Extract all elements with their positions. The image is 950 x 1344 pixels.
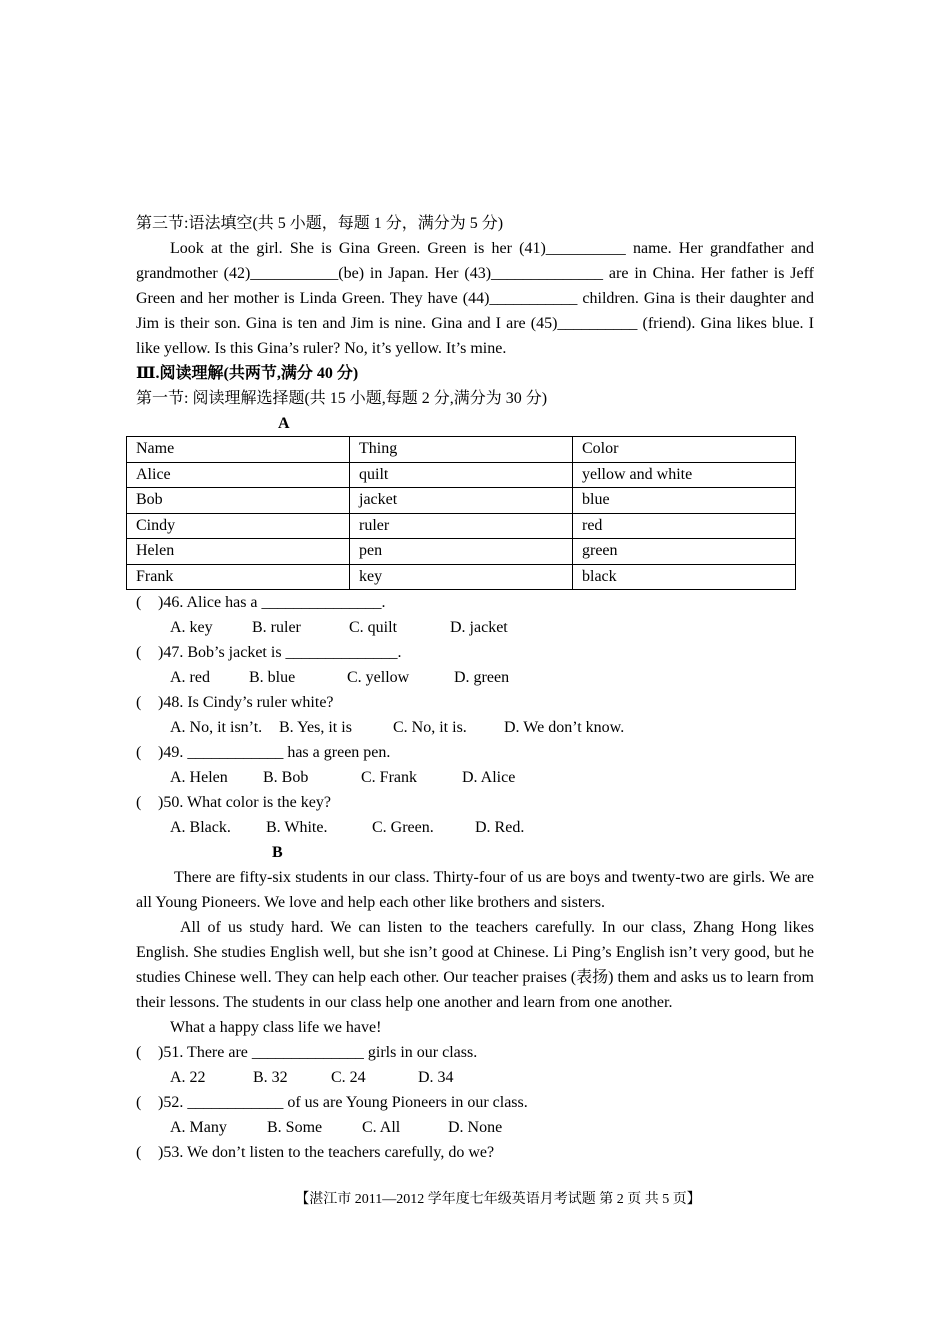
option-c: C. quilt bbox=[349, 619, 398, 636]
answer-paren[interactable]: ( bbox=[136, 694, 142, 711]
exam-page bbox=[136, 211, 814, 1165]
table-cell: Helen bbox=[127, 539, 350, 565]
question-52 bbox=[136, 1090, 814, 1115]
question-51-options bbox=[136, 1065, 814, 1090]
option-d: D. Alice bbox=[462, 769, 516, 786]
question-49 bbox=[136, 740, 814, 765]
table-cell: green bbox=[573, 539, 796, 565]
option-a: A. Helen bbox=[170, 769, 228, 786]
question-stem: )53. We don’t listen to the teachers carefully, do we? bbox=[158, 1144, 495, 1161]
table-cell: Alice bbox=[127, 462, 350, 488]
question-53 bbox=[136, 1140, 814, 1165]
answer-paren[interactable]: ( bbox=[136, 1044, 142, 1061]
option-a: A. Black. bbox=[170, 819, 231, 836]
option-d: D. Red. bbox=[475, 819, 525, 836]
option-b: B. Some bbox=[267, 1119, 323, 1136]
option-b: B. ruler bbox=[252, 619, 301, 636]
option-a: A. red bbox=[170, 669, 210, 686]
question-52-options bbox=[136, 1115, 814, 1140]
question-stem: )49. ____________ has a green pen. bbox=[158, 744, 391, 761]
option-d: D. None bbox=[448, 1119, 503, 1136]
option-d: D. We don’t know. bbox=[504, 719, 625, 736]
table-header-cell: Color bbox=[573, 437, 796, 463]
option-b: B. White. bbox=[266, 819, 328, 836]
question-46-options bbox=[136, 615, 814, 640]
answer-paren[interactable]: ( bbox=[136, 1094, 142, 1111]
option-c: C. Green. bbox=[372, 819, 434, 836]
question-49-options bbox=[136, 765, 814, 790]
question-stem: )51. There are ______________ girls in our class. bbox=[158, 1044, 478, 1061]
table-cell: Bob bbox=[127, 488, 350, 514]
table-cell: blue bbox=[573, 488, 796, 514]
page-footer: 【湛江市 2011—2012 学年度七年级英语月考试题 第 2 页 共 5 页】 bbox=[295, 1192, 701, 1207]
table-cell: Cindy bbox=[127, 513, 350, 539]
option-b: B. 32 bbox=[253, 1069, 288, 1086]
question-50-options bbox=[136, 815, 814, 840]
table-cell: Frank bbox=[127, 564, 350, 590]
table-row bbox=[127, 462, 796, 488]
passage-b-paragraph: What a happy class life we have! bbox=[170, 1019, 382, 1036]
option-b: B. Yes, it is bbox=[279, 719, 352, 736]
section3-passage: Look at the girl. She is Gina Green. Green is her (41)__________ name. Her grandfather and grandmother (42)___________(be) in Japan. Her (43)______________ are in China. Her father is Jeff Green and her mother is Linda Green. They have (44)___________ children. Gina is their daughter and Jim is their son. Gina is ten and Jim is nine. Gina and I are (45)__________ (friend). Gina likes blue. I like yellow. Is this Gina’s ruler? No, it’s yellow. It’s mine. bbox=[136, 240, 814, 357]
option-b: B. Bob bbox=[263, 769, 309, 786]
option-c: C. No, it is. bbox=[393, 719, 467, 736]
table-header-row bbox=[127, 437, 796, 463]
question-47-options bbox=[136, 665, 814, 690]
passage-a-label: A bbox=[278, 415, 290, 432]
option-a: A. key bbox=[170, 619, 213, 636]
answer-paren[interactable]: ( bbox=[136, 594, 142, 611]
question-46 bbox=[136, 590, 814, 615]
table-row bbox=[127, 488, 796, 514]
passage-b-paragraph: All of us study hard. We can listen to the teachers carefully. In our class, Zhang Hong likes English. She studies English well, but she isn’t good at Chinese. Li Ping’s English isn’t very good, but he studies Chinese well. They can help each other. Our teacher praises (表扬) them and asks us to learn from their lessons. The students in our class help one another and learn from one another. bbox=[136, 919, 814, 1011]
table-row bbox=[127, 564, 796, 590]
question-50 bbox=[136, 790, 814, 815]
answer-paren[interactable]: ( bbox=[136, 1144, 142, 1161]
table-cell: red bbox=[573, 513, 796, 539]
table-header-cell: Name bbox=[127, 437, 350, 463]
table-row bbox=[127, 539, 796, 565]
table-cell: key bbox=[350, 564, 573, 590]
passage-b-paragraph: There are fifty-six students in our class. Thirty-four of us are boys and twenty-two are girls. We are all Young Pioneers. We love and help each other like brothers and sisters. bbox=[136, 869, 814, 911]
answer-paren[interactable]: ( bbox=[136, 744, 142, 761]
question-stem: )48. Is Cindy’s ruler white? bbox=[158, 694, 334, 711]
table-row bbox=[127, 513, 796, 539]
option-d: D. green bbox=[454, 669, 510, 686]
table-header-cell: Thing bbox=[350, 437, 573, 463]
option-d: D. 34 bbox=[418, 1069, 454, 1086]
section3-heading: 第三节:语法填空(共 5 小题，每题 1 分，满分为 5 分) bbox=[136, 215, 504, 232]
option-c: C. All bbox=[362, 1119, 401, 1136]
option-c: C. yellow bbox=[347, 669, 410, 686]
option-c: C. Frank bbox=[361, 769, 417, 786]
answer-paren[interactable]: ( bbox=[136, 794, 142, 811]
passage-b-label: B bbox=[272, 844, 283, 861]
option-a: A. 22 bbox=[170, 1069, 206, 1086]
table-cell: ruler bbox=[350, 513, 573, 539]
table-cell: quilt bbox=[350, 462, 573, 488]
table-cell: black bbox=[573, 564, 796, 590]
question-51 bbox=[136, 1040, 814, 1065]
question-48 bbox=[136, 690, 814, 715]
option-a: A. Many bbox=[170, 1119, 227, 1136]
answer-paren[interactable]: ( bbox=[136, 644, 142, 661]
option-b: B. blue bbox=[249, 669, 296, 686]
question-48-options bbox=[136, 715, 814, 740]
question-stem: )46. Alice has a _______________. bbox=[158, 594, 386, 611]
info-table bbox=[126, 436, 796, 590]
table-cell: jacket bbox=[350, 488, 573, 514]
question-stem: )52. ____________ of us are Young Pioneers in our class. bbox=[158, 1094, 528, 1111]
part3-heading: Ⅲ.阅读理解(共两节,满分 40 分) bbox=[136, 365, 359, 382]
option-a: A. No, it isn’t. bbox=[170, 719, 263, 736]
part3-sub-heading: 第一节: 阅读理解选择题(共 15 小题,每题 2 分,满分为 30 分) bbox=[136, 390, 548, 407]
table-cell: pen bbox=[350, 539, 573, 565]
option-c: C. 24 bbox=[331, 1069, 366, 1086]
question-stem: )50. What color is the key? bbox=[158, 794, 331, 811]
option-d: D. jacket bbox=[450, 619, 508, 636]
question-stem: )47. Bob’s jacket is ______________. bbox=[158, 644, 402, 661]
table-cell: yellow and white bbox=[573, 462, 796, 488]
question-47 bbox=[136, 640, 814, 665]
